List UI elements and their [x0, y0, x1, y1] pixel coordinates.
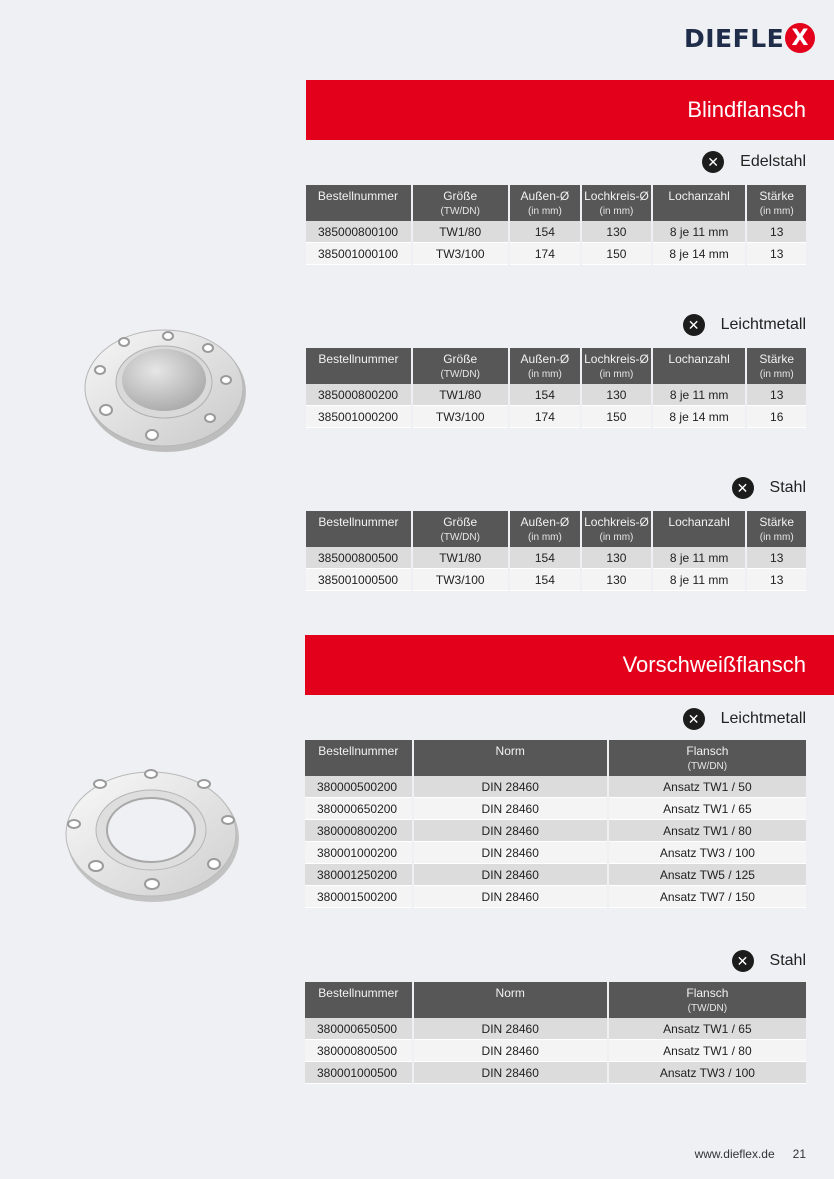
spec-table-vorschweiss-stahl	[303, 982, 808, 1084]
spec-table-blind-stahl	[304, 511, 808, 591]
table-cell: 13	[747, 221, 806, 243]
table-row	[305, 1040, 806, 1062]
table-cell: 380001000200	[305, 842, 412, 864]
col-header: Lochanzahl	[653, 348, 746, 384]
section-banner-blindflansch	[306, 80, 834, 140]
table-cell: 13	[747, 384, 806, 406]
spec-table-vorschweiss-leichtmetall	[303, 740, 808, 908]
weld-neck-flange-image	[56, 760, 246, 910]
col-header: Norm	[414, 982, 607, 1018]
table-cell: 13	[747, 243, 806, 265]
col-header: Lochanzahl	[653, 511, 746, 547]
table-cell: 380001250200	[305, 864, 412, 886]
table-cell: 380000800500	[305, 1040, 412, 1062]
col-header: Lochanzahl	[653, 185, 746, 221]
table-cell: 8 je 11 mm	[653, 569, 746, 591]
brand-logo-text: DIEFLE	[684, 23, 785, 53]
x-icon: ✕	[683, 708, 705, 730]
table-cell: DIN 28460	[414, 1062, 607, 1084]
section-banner-vorschweissflansch	[305, 635, 834, 695]
table-cell: Ansatz TW1 / 65	[609, 1018, 806, 1040]
table-cell: 385001000200	[306, 406, 411, 428]
col-header: Lochkreis-Ø (in mm)	[582, 185, 651, 221]
table-cell: 380000800200	[305, 820, 412, 842]
table-row	[306, 384, 806, 406]
table-row	[305, 1062, 806, 1084]
material-name: Leichtmetall	[720, 710, 806, 727]
table-cell: Ansatz TW3 / 100	[609, 1062, 806, 1084]
table-cell: 8 je 11 mm	[653, 221, 746, 243]
col-header: Norm	[414, 740, 607, 776]
table-cell: 130	[582, 547, 651, 569]
table-cell: TW1/80	[413, 547, 508, 569]
table-cell: 174	[510, 243, 581, 265]
table-cell: 130	[582, 384, 651, 406]
table-cell: 380000650500	[305, 1018, 412, 1040]
table-cell: 385001000500	[306, 569, 411, 591]
x-icon: ✕	[732, 950, 754, 972]
col-header: Flansch (TW/DN)	[609, 740, 806, 776]
material-label	[732, 476, 806, 500]
material-label	[732, 949, 806, 973]
col-header: Stärke (in mm)	[747, 348, 806, 384]
col-header: Bestellnummer	[306, 511, 411, 547]
col-header: Außen-Ø (in mm)	[510, 348, 581, 384]
table-row	[306, 221, 806, 243]
page-number: 21	[792, 1147, 806, 1161]
col-header: Größe (TW/DN)	[413, 348, 508, 384]
table-cell: DIN 28460	[414, 886, 607, 908]
material-label	[702, 150, 806, 174]
section-title: Vorschweißflansch	[622, 652, 806, 677]
table-row	[306, 406, 806, 428]
col-header: Lochkreis-Ø (in mm)	[582, 511, 651, 547]
table-cell: Ansatz TW1 / 65	[609, 798, 806, 820]
table-row	[306, 569, 806, 591]
table-cell: 154	[510, 221, 581, 243]
table-cell: TW1/80	[413, 384, 508, 406]
table-row	[306, 547, 806, 569]
table-row	[305, 886, 806, 908]
col-header: Lochkreis-Ø (in mm)	[582, 348, 651, 384]
x-icon: ✕	[732, 477, 754, 499]
table-cell: 13	[747, 547, 806, 569]
table-row	[305, 776, 806, 798]
brand-x-mark: X	[785, 23, 815, 53]
table-cell: DIN 28460	[414, 864, 607, 886]
table-cell: 380000650200	[305, 798, 412, 820]
table-cell: Ansatz TW3 / 100	[609, 842, 806, 864]
table-cell: 385000800500	[306, 547, 411, 569]
col-header: Flansch (TW/DN)	[609, 982, 806, 1018]
table-cell: 8 je 11 mm	[653, 384, 746, 406]
table-cell: DIN 28460	[414, 820, 607, 842]
table-cell: 385001000100	[306, 243, 411, 265]
material-name: Stahl	[769, 952, 806, 969]
table-cell: 385000800100	[306, 221, 411, 243]
table-cell: Ansatz TW1 / 80	[609, 820, 806, 842]
blind-flange-image	[78, 318, 258, 458]
table-cell: TW3/100	[413, 406, 508, 428]
table-cell: 8 je 11 mm	[653, 547, 746, 569]
table-row	[306, 243, 806, 265]
col-header: Größe (TW/DN)	[413, 511, 508, 547]
table-cell: 154	[510, 384, 581, 406]
table-cell: 380000500200	[305, 776, 412, 798]
col-header: Bestellnummer	[306, 185, 411, 221]
table-cell: Ansatz TW1 / 50	[609, 776, 806, 798]
table-cell: 380001500200	[305, 886, 412, 908]
material-name: Edelstahl	[740, 153, 806, 170]
table-cell: TW3/100	[413, 569, 508, 591]
col-header: Stärke (in mm)	[747, 185, 806, 221]
col-header: Bestellnummer	[305, 982, 412, 1018]
table-cell: DIN 28460	[414, 1040, 607, 1062]
table-cell: Ansatz TW1 / 80	[609, 1040, 806, 1062]
x-icon: ✕	[702, 151, 724, 173]
col-header: Außen-Ø (in mm)	[510, 185, 581, 221]
material-label	[683, 707, 806, 731]
table-cell: 150	[582, 406, 651, 428]
table-row	[305, 820, 806, 842]
material-name: Stahl	[769, 479, 806, 496]
col-header: Größe (TW/DN)	[413, 185, 508, 221]
table-cell: 8 je 14 mm	[653, 243, 746, 265]
table-cell: 16	[747, 406, 806, 428]
section-title: Blindflansch	[687, 97, 806, 122]
table-cell: 150	[582, 243, 651, 265]
footer-url[interactable]: www.dieflex.de	[694, 1147, 775, 1161]
table-cell: TW3/100	[413, 243, 508, 265]
spec-table-blind-edelstahl	[304, 185, 808, 265]
table-cell: TW1/80	[413, 221, 508, 243]
page-footer	[695, 1147, 806, 1161]
brand-logo	[684, 22, 815, 54]
table-cell: 130	[582, 221, 651, 243]
table-row	[305, 864, 806, 886]
table-cell: 13	[747, 569, 806, 591]
table-cell: 8 je 14 mm	[653, 406, 746, 428]
x-icon: ✕	[683, 314, 705, 336]
table-cell: DIN 28460	[414, 798, 607, 820]
table-row	[305, 798, 806, 820]
col-header: Außen-Ø (in mm)	[510, 511, 581, 547]
table-cell: DIN 28460	[414, 842, 607, 864]
col-header: Stärke (in mm)	[747, 511, 806, 547]
table-cell: DIN 28460	[414, 776, 607, 798]
col-header: Bestellnummer	[306, 348, 411, 384]
table-cell: Ansatz TW7 / 150	[609, 886, 806, 908]
material-label	[683, 313, 806, 337]
table-cell: DIN 28460	[414, 1018, 607, 1040]
material-name: Leichtmetall	[720, 316, 806, 333]
table-cell: 154	[510, 569, 581, 591]
table-cell: 130	[582, 569, 651, 591]
table-cell: 385000800200	[306, 384, 411, 406]
table-cell: 154	[510, 547, 581, 569]
table-cell: Ansatz TW5 / 125	[609, 864, 806, 886]
table-cell: 174	[510, 406, 581, 428]
table-cell: 380001000500	[305, 1062, 412, 1084]
col-header: Bestellnummer	[305, 740, 412, 776]
spec-table-blind-leichtmetall	[304, 348, 808, 428]
table-row	[305, 1018, 806, 1040]
table-row	[305, 842, 806, 864]
